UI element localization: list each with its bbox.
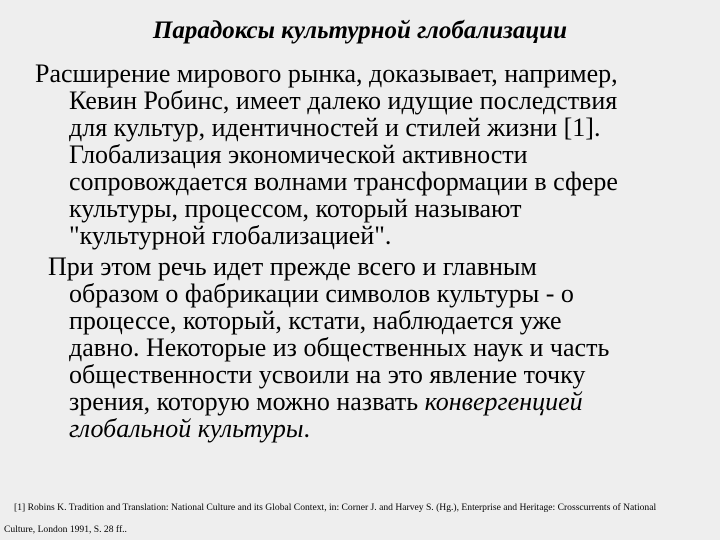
italic-term-global-culture: глобальной культуры bbox=[69, 414, 304, 443]
paragraph-1-line: Глобализация экономической активности bbox=[69, 140, 528, 169]
paragraph-1-line: Расширение мирового рынка, доказывает, например, bbox=[35, 59, 618, 88]
paragraph-2-line bbox=[35, 415, 609, 442]
slide-title: Парадоксы культурной глобализации bbox=[152, 17, 568, 44]
paragraph-2 bbox=[35, 253, 609, 442]
footnote bbox=[4, 497, 716, 540]
paragraph-1-line: для культур, идентичностей и стилей жизни [1]. bbox=[69, 113, 601, 142]
footnote-line-2: Culture, London 1991, S. 28 ff.. bbox=[4, 524, 127, 535]
paragraph-2-line bbox=[35, 388, 609, 415]
paragraph-2-line: общественности усвоили на это явление точку bbox=[69, 360, 586, 389]
italic-term-convergence: конвергенцией bbox=[424, 387, 583, 416]
paragraph-2-line: образом о фабрикации символов культуры - о bbox=[69, 279, 574, 308]
paragraph-2-line: давно. Некоторые из общественных наук и часть bbox=[69, 333, 610, 362]
paragraph-2-line-7-end: . bbox=[303, 414, 311, 443]
paragraph-1-line: "культурной глобализацией". bbox=[69, 221, 392, 250]
paragraph-2-line: При этом речь идет прежде всего и главным bbox=[48, 252, 537, 281]
paragraph-1 bbox=[35, 60, 618, 249]
paragraph-1-line: Кевин Робинс, имеет далеко идущие последствия bbox=[69, 86, 618, 115]
paragraph-1-line: сопровождается волнами трансформации в сфере bbox=[69, 167, 618, 196]
paragraph-2-line-6-text: зрения, которую можно назвать bbox=[69, 387, 425, 416]
paragraph-1-line: культуры, процессом, который называют bbox=[69, 194, 522, 223]
footnote-line-1: [1] Robins K. Tradition and Translation: National Culture and its Global Context, in: Corner J. and Harvey S. (Hg.), Enterprise and Heritage: Crosscurrents of National bbox=[14, 502, 657, 513]
paragraph-2-line: процессе, который, кстати, наблюдается уже bbox=[69, 306, 562, 335]
